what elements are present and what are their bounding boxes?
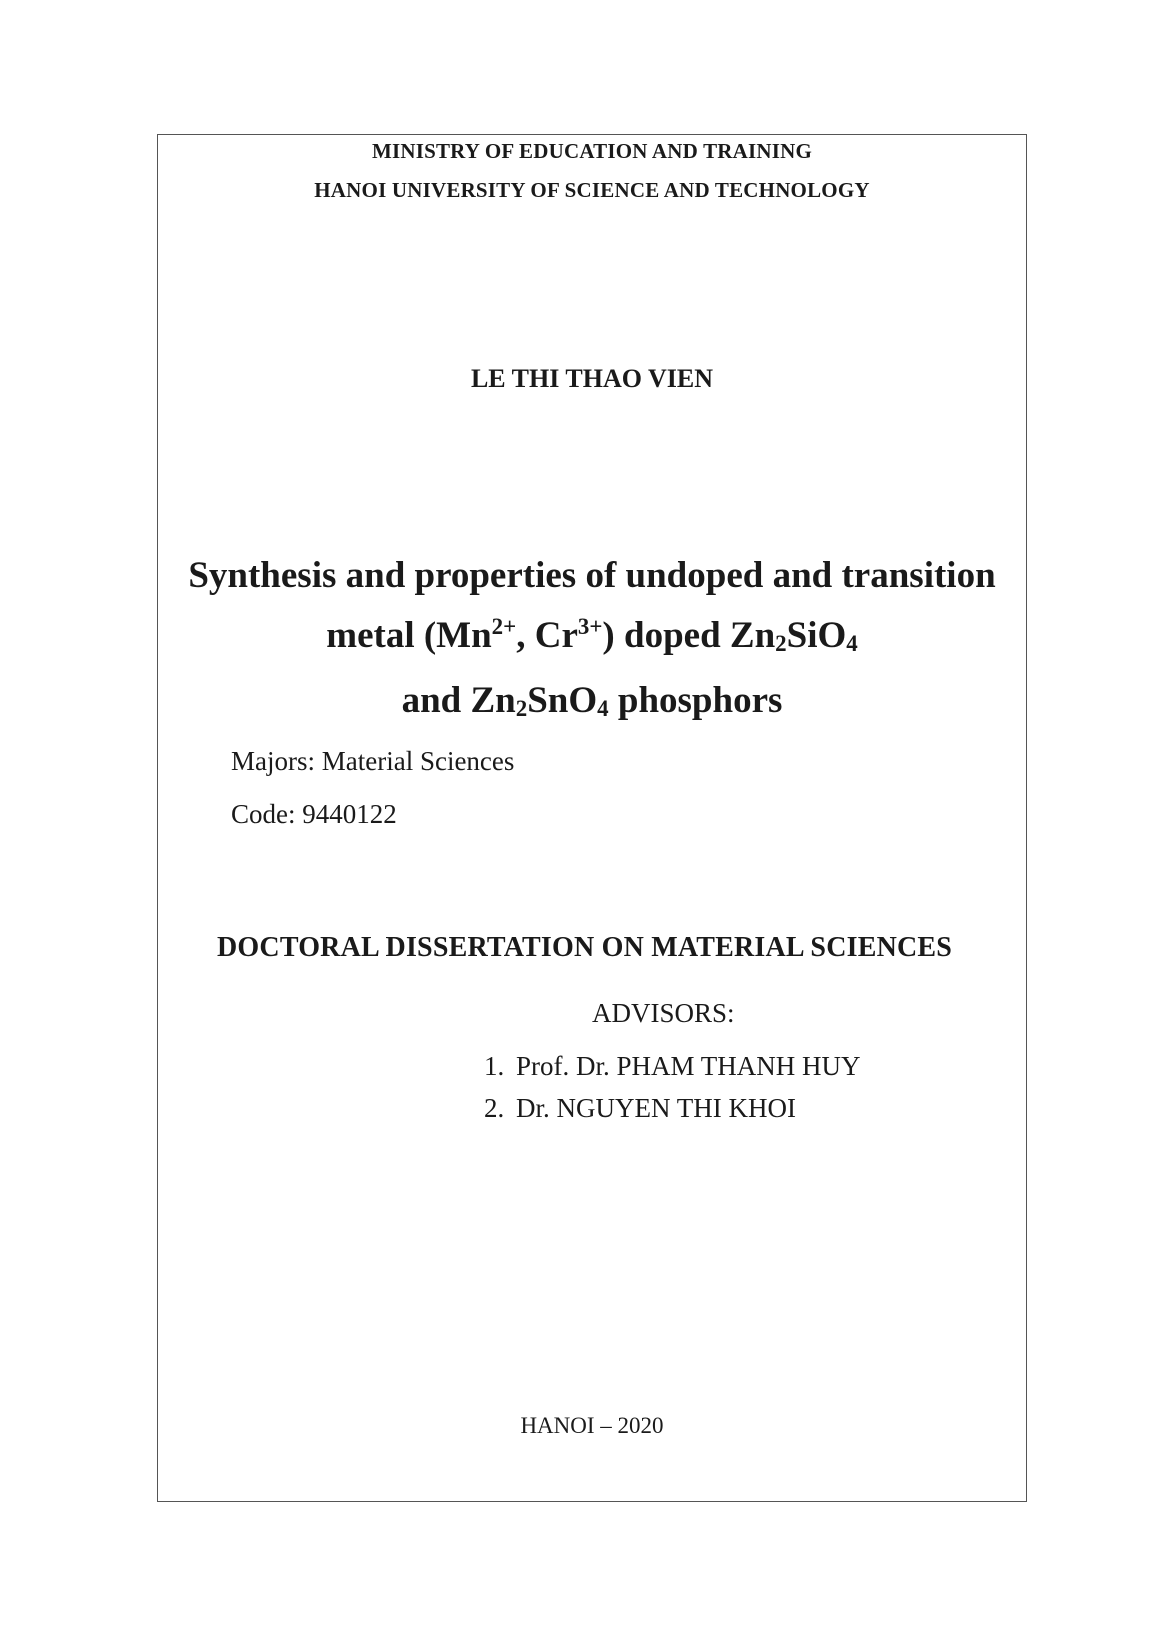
code-line: Code: 9440122 xyxy=(231,799,397,829)
majors-line: Majors: Material Sciences xyxy=(231,746,515,776)
dissertation-type: DOCTORAL DISSERTATION ON MATERIAL SCIENCES xyxy=(217,932,953,963)
advisor-list xyxy=(484,1051,861,1135)
advisor-item xyxy=(484,1051,861,1093)
advisors-label: ADVISORS: xyxy=(592,998,735,1028)
advisor-name: Dr. NGUYEN THI KHOI xyxy=(516,1093,796,1123)
advisor-item xyxy=(484,1093,861,1135)
title-text: ) doped Zn xyxy=(602,615,776,656)
subscript-index: 4 xyxy=(846,631,858,657)
advisor-number: 2. xyxy=(484,1093,505,1123)
title-text: and Zn xyxy=(401,680,516,721)
superscript-charge: 2+ xyxy=(491,614,517,640)
title-line-1 xyxy=(158,557,1026,594)
advisor-name: Prof. Dr. PHAM THANH HUY xyxy=(516,1051,861,1081)
title-line-1-text: Synthesis and properties of undoped and transition xyxy=(188,555,996,596)
subscript-index: 4 xyxy=(597,696,609,722)
title-text: metal (Mn xyxy=(326,615,492,656)
advisor-number: 1. xyxy=(484,1051,505,1081)
page-border-frame xyxy=(157,134,1027,1502)
title-line-3 xyxy=(158,680,1026,722)
ministry-heading: MINISTRY OF EDUCATION AND TRAINING xyxy=(371,139,813,163)
subscript-index: 2 xyxy=(515,696,528,722)
title-text: SnO xyxy=(527,680,598,721)
title-text: , Cr xyxy=(516,615,578,656)
place-year-footer: HANOI – 2020 xyxy=(520,1413,664,1438)
university-heading: HANOI UNIVERSITY OF SCIENCE AND TECHNOLOGY xyxy=(314,178,870,202)
author-name: LE THI THAO VIEN xyxy=(470,364,714,393)
subscript-index: 2 xyxy=(775,631,787,657)
title-text: SiO xyxy=(786,615,847,656)
title-line-2 xyxy=(158,614,1026,657)
title-text: phosphors xyxy=(608,680,783,721)
superscript-charge: 3+ xyxy=(577,614,603,640)
